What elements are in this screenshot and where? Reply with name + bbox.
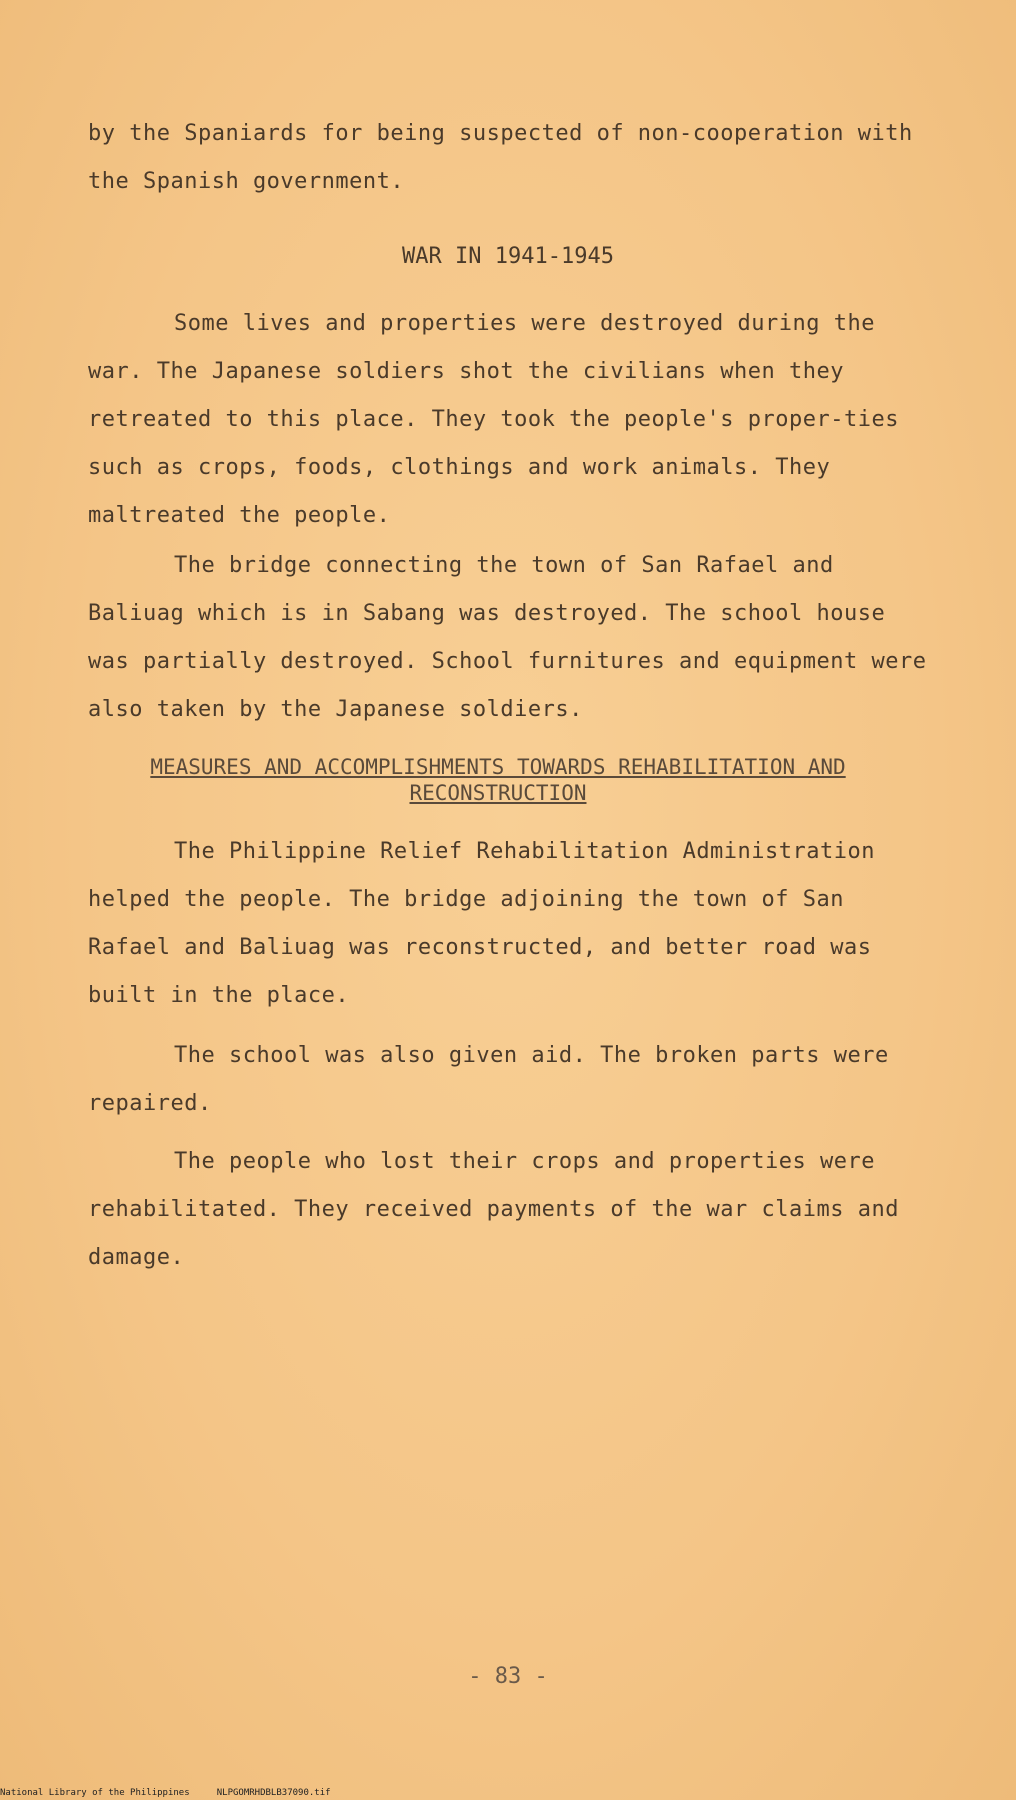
footer-caption <box>0 1788 331 1798</box>
paragraph-bridge: The bridge connecting the town of San Rafael and Baliuag which is in Sabang was destroyed. The school house was partially destroyed. School furnitures and equipment were also taken by the Japanese soldiers. <box>88 553 941 722</box>
footer-file: NLPGOMRHDBLB37090.tif <box>216 1788 331 1798</box>
paragraph-intro: by the Spaniards for being suspected of non-cooperation with the Spanish government. <box>88 121 927 194</box>
paragraph-war: Some lives and properties were destroyed during the war. The Japanese soldiers shot the civilians when they retreated to this place. They took the people's proper-ties such as crops, foods, clothings and work animals. They maltreated the people. <box>88 311 913 528</box>
heading-measures: MEASURES AND ACCOMPLISHMENTS TOWARDS REHABILITATION AND RECONSTRUCTION <box>150 755 846 805</box>
footer-library: National Library of the Philippines <box>0 1788 190 1798</box>
paragraph-school: The school was also given aid. The broken parts were repaired. <box>88 1043 903 1116</box>
heading-war: WAR IN 1941-1945 <box>402 244 614 269</box>
paragraph-people: The people who lost their crops and properties were rehabilitated. They received payments of the war claims and damage. <box>88 1149 913 1270</box>
page-number: - 83 - <box>468 1664 548 1689</box>
paragraph-relief: The Philippine Relief Rehabilitation Administration helped the people. The bridge adjoining the town of San Rafael and Baliuag was reconstructed, and better road was built in the place. <box>88 839 889 1008</box>
